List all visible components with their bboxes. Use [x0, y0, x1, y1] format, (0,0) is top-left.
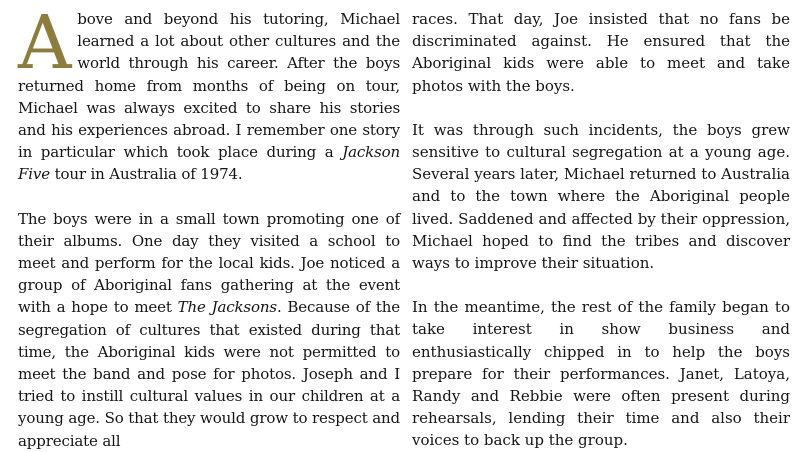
tour-name: Jackson Five [18, 143, 400, 184]
band-name: The Jacksons [177, 298, 277, 317]
paragraph-gap [412, 97, 790, 119]
paragraph-1 [18, 0, 400, 186]
paragraph-2 [18, 208, 400, 452]
left-column [18, 0, 401, 452]
paragraph-gap [412, 274, 790, 296]
paragraph-gap [18, 186, 400, 208]
paragraph-1-text-end: tour in Australia of 1974. [49, 165, 243, 184]
paragraph-3: races. That day, Joe insisted that no fans be discriminated against. He ensured that the Aboriginal kids were able to meet and take photos with the boys. [412, 10, 790, 95]
paragraph-4: It was through such incidents, the boys grew sensitive to cultural segregation at a young age. Several years later, Michael returned to Australia and to the town where the Aboriginal people lived. Saddened and affected by their oppression, Michael hoped to find the tribes and discover ways to improve their situation. [412, 120, 790, 273]
drop-cap: A [18, 0, 72, 86]
paragraph-2-text-end: . Because of the segregation of cultures that existed during that time, the Aboriginal kids were not permitted to meet the band and pose for photos. Joseph and I tried to instill cultural values in our children at a young age. So that they would grow to respect and appreciate all [18, 298, 401, 450]
right-column [412, 8, 790, 452]
paragraph-5: In the meantime, the rest of the family began to take interest in show business and enthusiastically chipped in to help the boys prepare for their performances. Janet, Latoya, Randy and Rebbie were often present during rehearsals, lending their time and also their voices to back up the group. [412, 298, 790, 450]
paragraph-2-text-start: The boys were in a small town promoting one of their albums. One day they visited a school to meet and perform for the local kids. Joe noticed a group of Aboriginal fans gathering at the event with a hope to meet [18, 209, 400, 317]
paragraph-1-text-start: bove and beyond his tutoring, Michael learned a lot about other cultures and the world through his career. After the boys returned home from months of being on tour, Michael was always excited to share his stories and his experiences abroad. I remember one story in particular which took place during a [18, 10, 400, 162]
